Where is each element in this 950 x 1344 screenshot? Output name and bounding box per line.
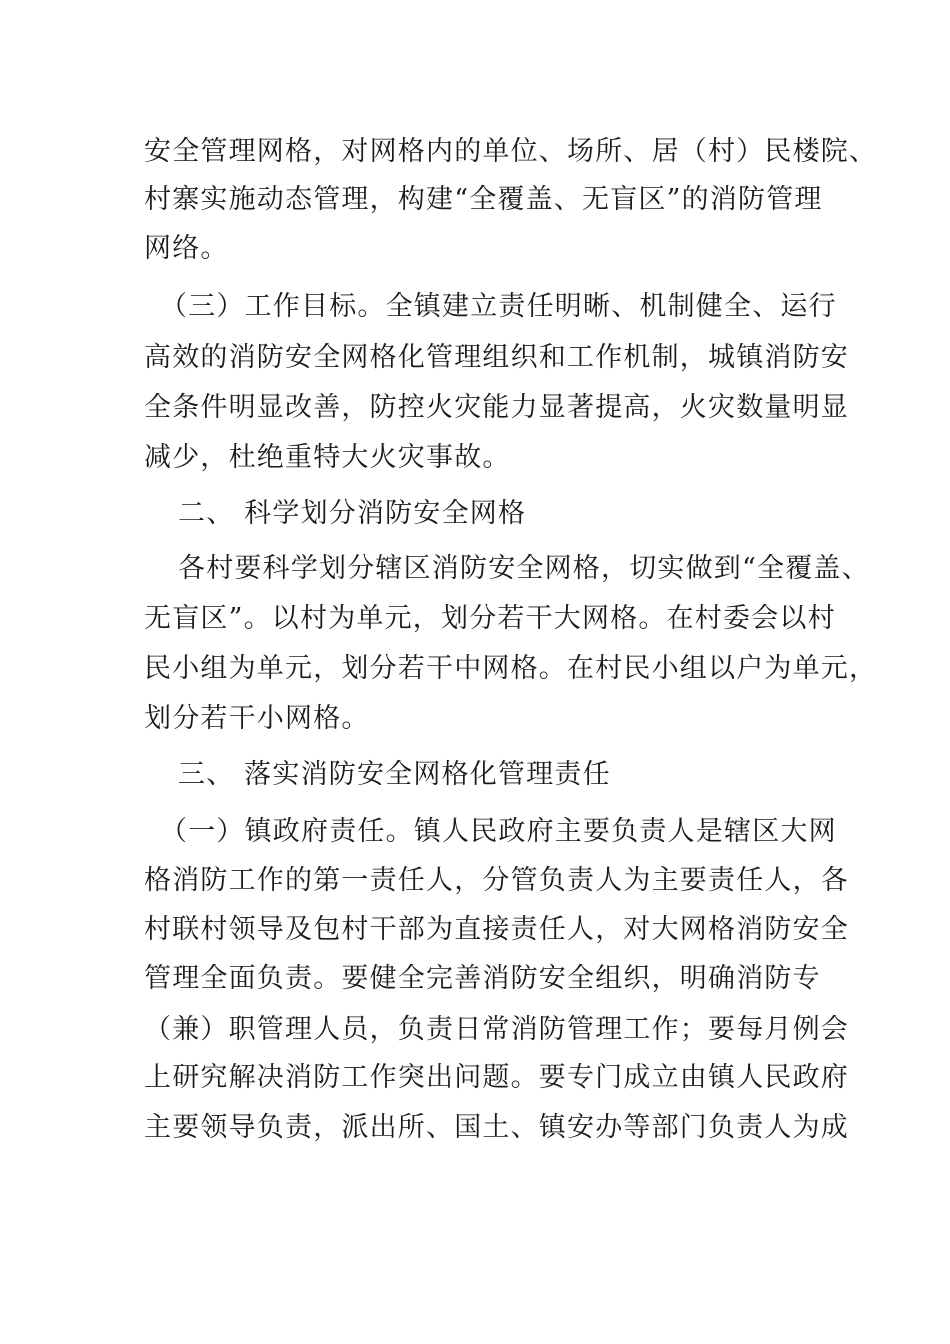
text-line: 上研究解决消防工作突出问题。要专门成立由镇人民政府	[144, 1062, 849, 1093]
text-line: 主要领导负责，派出所、国土、镇安办等部门负责人为成	[144, 1112, 849, 1143]
text-line: 格消防工作的第一责任人，分管负责人为主要责任人，各	[144, 865, 849, 896]
text-line: 村寨实施动态管理，构建“全覆盖、无盲区”的消防管理	[144, 184, 823, 215]
text-line: 管理全面负责。要健全完善消防安全组织，明确消防专	[144, 963, 821, 994]
text-line: （兼）职管理人员，负责日常消防管理工作；要每月例会	[144, 1014, 849, 1045]
section-paragraph-start: （一）镇政府责任。镇人民政府主要负责人是辖区大网	[160, 816, 837, 847]
text-line: 无盲区”。以村为单元，划分若干大网格。在村委会以村	[144, 603, 836, 634]
section-heading: 二、 科学划分消防安全网格	[178, 498, 527, 529]
text-line: 村联村领导及包村干部为直接责任人，对大网格消防安全	[144, 914, 849, 945]
section-paragraph-start: 各村要科学划分辖区消防安全网格，切实做到“全覆盖、	[178, 553, 870, 584]
section-heading: 三、 落实消防安全网格化管理责任	[178, 759, 611, 790]
text-line: 民小组为单元，划分若干中网格。在村民小组以户为单元，	[144, 653, 878, 684]
text-line: 安全管理网格，对网格内的单位、场所、居（村）民楼院、	[144, 136, 878, 167]
section-paragraph-start: （三）工作目标。全镇建立责任明晰、机制健全、运行	[160, 291, 837, 322]
text-line: 划分若干小网格。	[144, 703, 370, 734]
text-line: 减少，杜绝重特大火灾事故。	[144, 442, 511, 473]
text-line: 全条件明显改善，防控火灾能力显著提高，火灾数量明显	[144, 392, 849, 423]
text-line: 高效的消防安全网格化管理组织和工作机制，城镇消防安	[144, 342, 849, 373]
text-line: 网络。	[144, 233, 229, 264]
